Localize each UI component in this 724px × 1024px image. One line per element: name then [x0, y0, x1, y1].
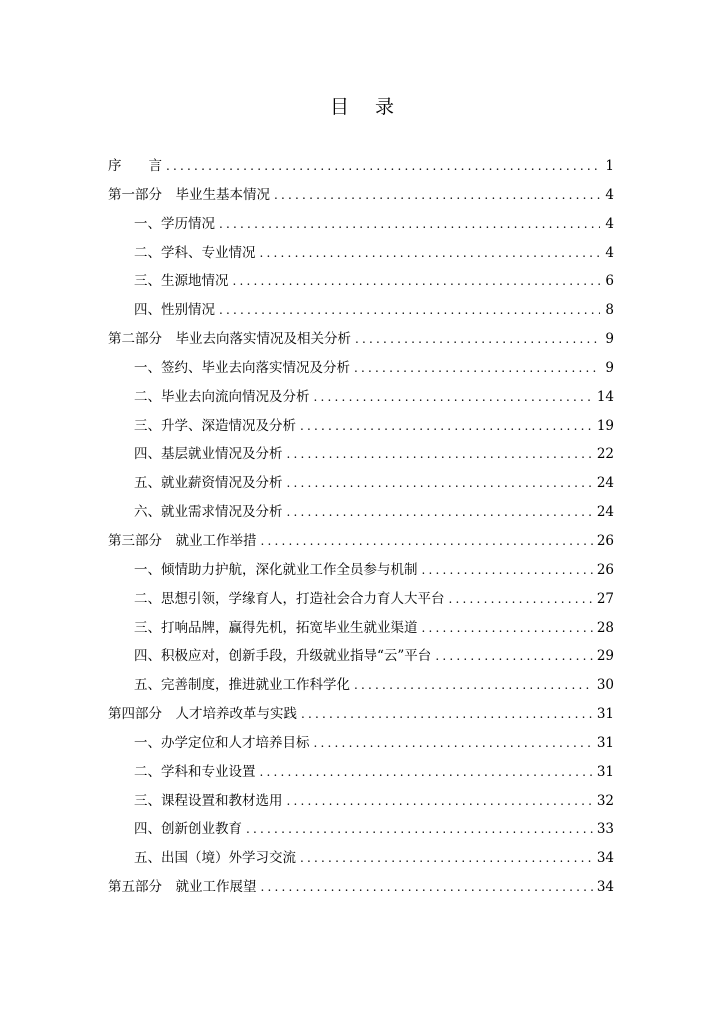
toc-section-entry[interactable] — [108, 704, 614, 733]
toc-subsection-entry[interactable] — [108, 502, 614, 531]
toc-page-number: 14 — [596, 388, 614, 405]
toc-subsection-entry[interactable] — [108, 646, 614, 675]
toc-dot-leader — [219, 300, 600, 320]
toc-page-number: 33 — [596, 821, 614, 838]
toc-subsection-entry[interactable] — [108, 618, 614, 647]
toc-entry-label: 三、打响品牌，赢得先机，拓宽毕业生就业渠道 — [134, 619, 418, 636]
toc-entry-label: 五、出国（境）外学习交流 — [134, 850, 296, 867]
toc-dot-leader — [355, 329, 600, 349]
title-char-2: 录 — [375, 96, 395, 118]
toc-subsection-entry[interactable] — [108, 733, 614, 762]
toc-subsection-entry[interactable] — [108, 300, 614, 329]
toc-entry-label: 三、生源地情况 — [134, 273, 229, 290]
toc-dot-leader — [314, 733, 593, 753]
toc-page-number: 34 — [596, 850, 614, 867]
toc-page-number: 24 — [596, 504, 614, 521]
toc-page-number: 29 — [596, 648, 614, 665]
toc-dot-leader — [260, 762, 593, 782]
toc-entry-label: 一、办学定位和人才培养目标 — [134, 734, 310, 751]
toc-dot-leader — [301, 704, 593, 724]
toc-dot-leader — [166, 156, 600, 176]
toc-subsection-entry[interactable] — [108, 560, 614, 589]
toc-dot-leader — [435, 646, 593, 666]
toc-entry-label: 二、学科、专业情况 — [134, 244, 256, 261]
toc-subsection-entry[interactable] — [108, 214, 614, 243]
toc-subsection-entry[interactable] — [108, 473, 614, 502]
toc-subsection-entry[interactable] — [108, 358, 614, 387]
toc-subsection-entry[interactable] — [108, 416, 614, 445]
toc-page-number: 30 — [596, 677, 614, 694]
toc-page-number: 31 — [596, 734, 614, 751]
toc-subsection-entry[interactable] — [108, 444, 614, 473]
toc-entry-label: 二、思想引领，学缘育人，打造社会合力育人大平台 — [134, 590, 445, 607]
toc-subsection-entry[interactable] — [108, 589, 614, 618]
toc-entry-label: 四、基层就业情况及分析 — [134, 446, 283, 463]
toc-entry-label: 四、性别情况 — [134, 302, 215, 319]
toc-page-number: 8 — [605, 302, 614, 319]
toc-dot-leader — [261, 531, 593, 551]
toc-page-number: 28 — [596, 619, 614, 636]
toc-entry-label: 二、学科和专业设置 — [134, 763, 256, 780]
toc-entry-label: 第二部分 毕业去向落实情况及相关分析 — [108, 331, 351, 348]
toc-dot-leader — [422, 560, 593, 580]
toc-dot-leader — [274, 185, 600, 205]
toc-dot-leader — [300, 848, 593, 868]
toc-entry-label: 五、就业薪资情况及分析 — [134, 475, 283, 492]
toc-dot-leader — [300, 416, 593, 436]
toc-subsection-entry[interactable] — [108, 243, 614, 272]
toc-entry-label: 一、签约、毕业去向落实情况及分析 — [134, 359, 350, 376]
toc-subsection-entry[interactable] — [108, 848, 614, 877]
toc-page-number: 9 — [605, 359, 614, 376]
toc-subsection-entry[interactable] — [108, 271, 614, 300]
toc-entry-label: 四、积极应对，创新手段，升级就业指导“云”平台 — [134, 648, 432, 665]
toc-dot-leader — [260, 243, 601, 263]
table-of-contents — [108, 156, 614, 906]
toc-entry-label: 第三部分 就业工作举措 — [108, 532, 257, 549]
toc-dot-leader — [449, 589, 593, 609]
toc-page-number: 26 — [596, 561, 614, 578]
toc-page-number: 27 — [596, 590, 614, 607]
toc-page-number: 26 — [596, 532, 614, 549]
toc-dot-leader — [314, 387, 593, 407]
toc-page-number: 24 — [596, 475, 614, 492]
toc-entry-label: 一、倾情助力护航，深化就业工作全员参与机制 — [134, 561, 418, 578]
toc-entry-label: 序 言 — [108, 158, 162, 174]
toc-dot-leader — [422, 618, 593, 638]
page-title — [0, 92, 724, 119]
toc-page-number: 32 — [596, 792, 614, 809]
toc-dot-leader — [219, 214, 600, 234]
toc-subsection-entry[interactable] — [108, 791, 614, 820]
toc-page-number: 6 — [605, 273, 614, 290]
toc-section-entry[interactable] — [108, 185, 614, 214]
toc-entry-label: 第五部分 就业工作展望 — [108, 879, 257, 896]
toc-page-number: 31 — [596, 763, 614, 780]
toc-dot-leader — [287, 473, 593, 493]
toc-entry-label: 五、完善制度，推进就业工作科学化 — [134, 677, 350, 694]
toc-dot-leader — [246, 819, 593, 839]
title-char-1: 目 — [329, 96, 349, 118]
toc-page-number: 4 — [605, 244, 614, 261]
toc-entry-label: 三、课程设置和教材选用 — [134, 792, 283, 809]
toc-entry-label: 第四部分 人才培养改革与实践 — [108, 706, 297, 723]
toc-entry-label: 第一部分 毕业生基本情况 — [108, 186, 270, 203]
toc-entry-label: 一、学历情况 — [134, 215, 215, 232]
toc-dot-leader — [261, 877, 593, 897]
toc-subsection-entry[interactable] — [108, 819, 614, 848]
toc-page-number: 22 — [596, 446, 614, 463]
toc-dot-leader — [233, 271, 601, 291]
toc-entry-label: 四、创新创业教育 — [134, 821, 242, 838]
toc-subsection-entry[interactable] — [108, 675, 614, 704]
toc-page-number: 9 — [605, 331, 614, 348]
toc-page-number: 34 — [596, 879, 614, 896]
toc-page-number: 31 — [596, 706, 614, 723]
toc-entry-label: 六、就业需求情况及分析 — [134, 504, 283, 521]
toc-entry-label: 二、毕业去向流向情况及分析 — [134, 388, 310, 405]
toc-section-entry[interactable] — [108, 329, 614, 358]
toc-dot-leader — [354, 358, 600, 378]
toc-section-entry[interactable] — [108, 531, 614, 560]
toc-entry-label: 三、升学、深造情况及分析 — [134, 417, 296, 434]
toc-dot-leader — [287, 444, 593, 464]
toc-page-number: 1 — [605, 158, 614, 174]
toc-page-number: 4 — [605, 186, 614, 203]
toc-dot-leader — [287, 791, 593, 811]
toc-page-number: 4 — [605, 215, 614, 232]
toc-dot-leader — [287, 502, 593, 522]
toc-page-number: 19 — [596, 417, 614, 434]
toc-section-entry[interactable] — [108, 877, 614, 906]
toc-section-entry[interactable] — [108, 156, 614, 185]
toc-dot-leader — [354, 675, 593, 695]
toc-subsection-entry[interactable] — [108, 387, 614, 416]
toc-subsection-entry[interactable] — [108, 762, 614, 791]
